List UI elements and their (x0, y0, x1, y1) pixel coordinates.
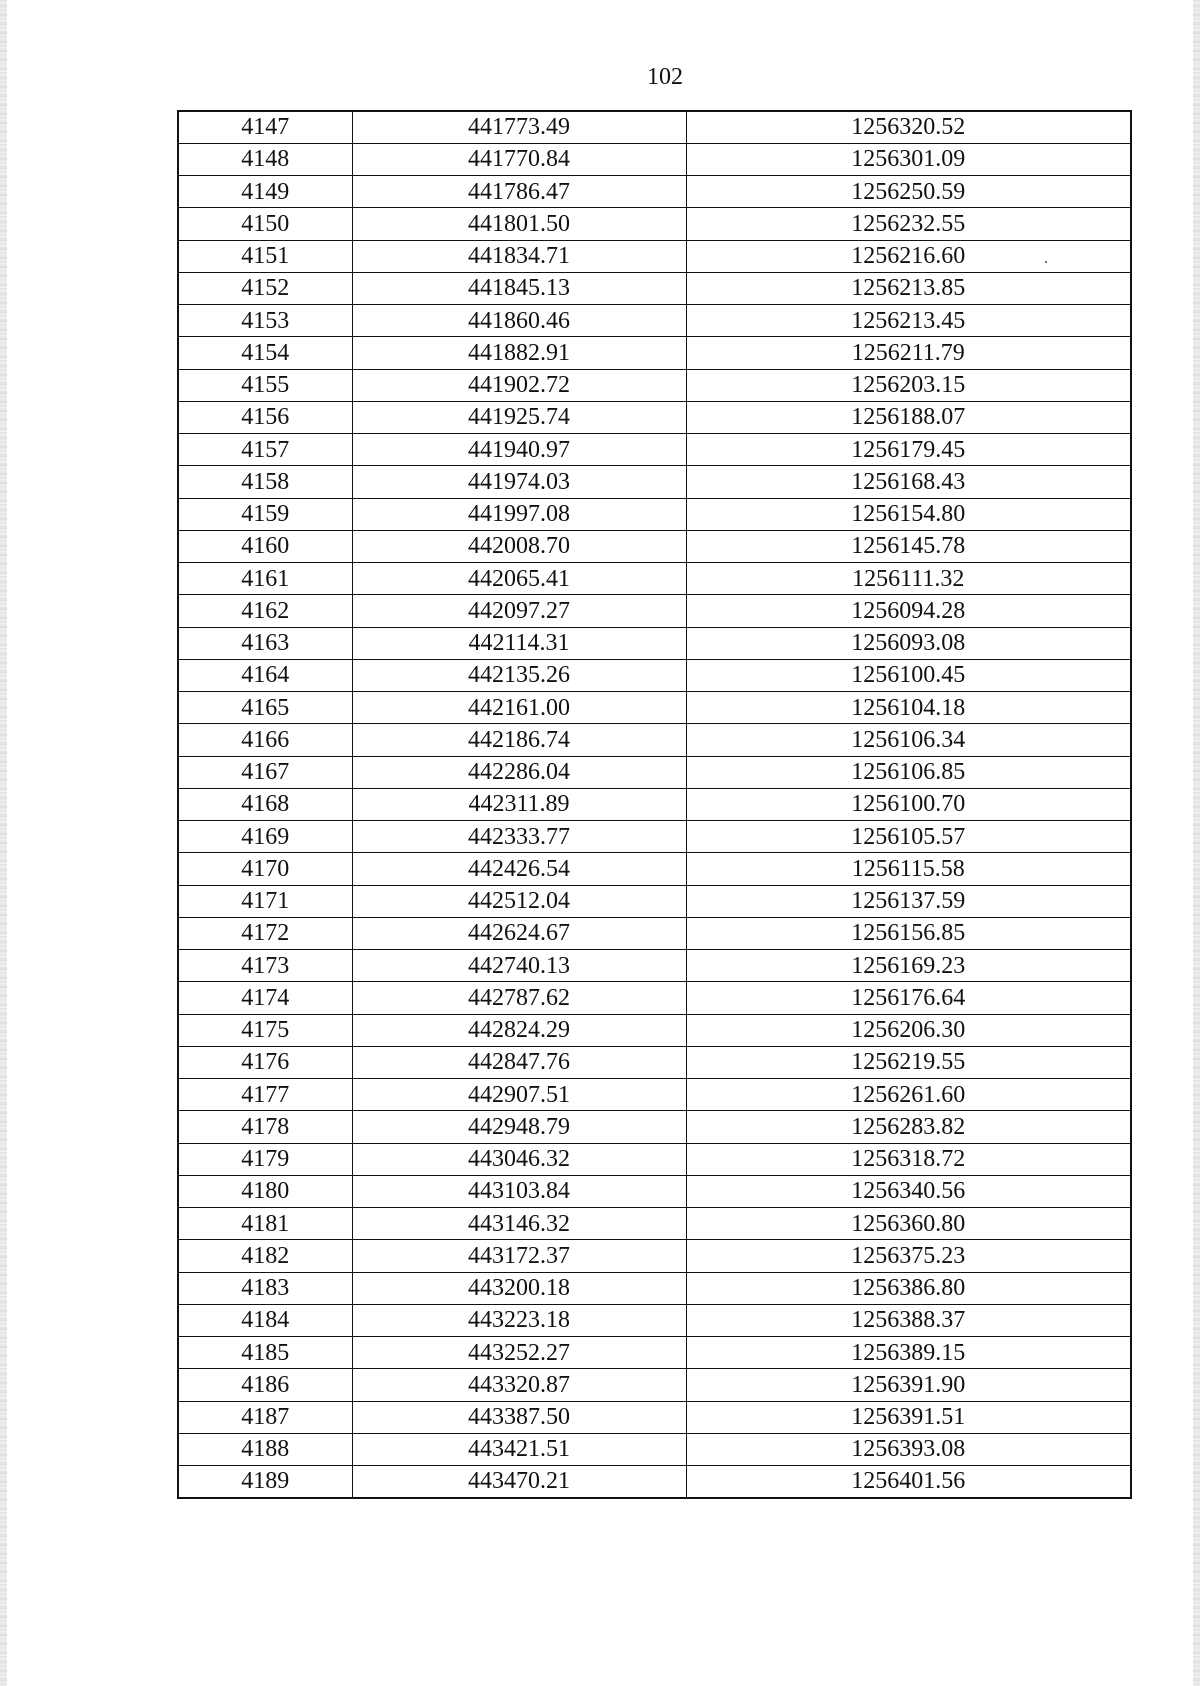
table-row (178, 1208, 1131, 1240)
scan-speck (1045, 261, 1047, 263)
x-coordinate-cell: 443172.37 (352, 1240, 686, 1272)
x-coordinate-cell: 441940.97 (352, 434, 686, 466)
point-number-cell: 4147 (178, 111, 352, 143)
point-number-cell: 4176 (178, 1046, 352, 1078)
point-number-cell: 4180 (178, 1175, 352, 1207)
x-coordinate-cell: 442847.76 (352, 1046, 686, 1078)
table-row (178, 1304, 1131, 1336)
table-row (178, 1079, 1131, 1111)
table-row (178, 1111, 1131, 1143)
x-coordinate-cell: 442114.31 (352, 627, 686, 659)
x-coordinate-cell: 441801.50 (352, 208, 686, 240)
point-number-cell: 4161 (178, 563, 352, 595)
table-row (178, 692, 1131, 724)
x-coordinate-cell: 442907.51 (352, 1079, 686, 1111)
table-row (178, 434, 1131, 466)
page-number: 102 (647, 64, 683, 90)
point-number-cell: 4178 (178, 1111, 352, 1143)
y-coordinate-cell: 1256250.59 (686, 176, 1131, 208)
y-coordinate-cell: 1256105.57 (686, 821, 1131, 853)
x-coordinate-cell: 442065.41 (352, 563, 686, 595)
x-coordinate-cell: 443252.27 (352, 1337, 686, 1369)
x-coordinate-cell: 441997.08 (352, 498, 686, 530)
x-coordinate-cell: 441882.91 (352, 337, 686, 369)
point-number-cell: 4151 (178, 240, 352, 272)
table-row (178, 788, 1131, 820)
point-number-cell: 4173 (178, 950, 352, 982)
y-coordinate-cell: 1256154.80 (686, 498, 1131, 530)
x-coordinate-cell: 442186.74 (352, 724, 686, 756)
y-coordinate-cell: 1256156.85 (686, 917, 1131, 949)
table-row (178, 1240, 1131, 1272)
y-coordinate-cell: 1256179.45 (686, 434, 1131, 466)
y-coordinate-cell: 1256137.59 (686, 885, 1131, 917)
table-row (178, 627, 1131, 659)
point-number-cell: 4181 (178, 1208, 352, 1240)
x-coordinate-cell: 442097.27 (352, 595, 686, 627)
y-coordinate-cell: 1256216.60 (686, 240, 1131, 272)
y-coordinate-cell: 1256106.85 (686, 756, 1131, 788)
x-coordinate-cell: 442286.04 (352, 756, 686, 788)
point-number-cell: 4150 (178, 208, 352, 240)
table-row (178, 111, 1131, 143)
x-coordinate-cell: 442787.62 (352, 982, 686, 1014)
y-coordinate-cell: 1256261.60 (686, 1079, 1131, 1111)
y-coordinate-cell: 1256176.64 (686, 982, 1131, 1014)
y-coordinate-cell: 1256318.72 (686, 1143, 1131, 1175)
y-coordinate-cell: 1256106.34 (686, 724, 1131, 756)
x-coordinate-cell: 443223.18 (352, 1304, 686, 1336)
point-number-cell: 4160 (178, 530, 352, 562)
x-coordinate-cell: 441902.72 (352, 369, 686, 401)
y-coordinate-cell: 1256168.43 (686, 466, 1131, 498)
point-number-cell: 4186 (178, 1369, 352, 1401)
y-coordinate-cell: 1256391.51 (686, 1401, 1131, 1433)
table-row (178, 240, 1131, 272)
point-number-cell: 4165 (178, 692, 352, 724)
x-coordinate-cell: 442161.00 (352, 692, 686, 724)
point-number-cell: 4177 (178, 1079, 352, 1111)
table-row (178, 498, 1131, 530)
x-coordinate-cell: 441834.71 (352, 240, 686, 272)
x-coordinate-cell: 442135.26 (352, 659, 686, 691)
point-number-cell: 4182 (178, 1240, 352, 1272)
point-number-cell: 4154 (178, 337, 352, 369)
x-coordinate-cell: 442624.67 (352, 917, 686, 949)
x-coordinate-cell: 442740.13 (352, 950, 686, 982)
table-row (178, 1014, 1131, 1046)
table-row (178, 208, 1131, 240)
y-coordinate-cell: 1256391.90 (686, 1369, 1131, 1401)
x-coordinate-cell: 443200.18 (352, 1272, 686, 1304)
x-coordinate-cell: 443470.21 (352, 1466, 686, 1498)
x-coordinate-cell: 442824.29 (352, 1014, 686, 1046)
y-coordinate-cell: 1256301.09 (686, 143, 1131, 175)
table-row (178, 950, 1131, 982)
y-coordinate-cell: 1256104.18 (686, 692, 1131, 724)
table-row (178, 885, 1131, 917)
point-number-cell: 4159 (178, 498, 352, 530)
table-row (178, 1369, 1131, 1401)
y-coordinate-cell: 1256360.80 (686, 1208, 1131, 1240)
point-number-cell: 4188 (178, 1433, 352, 1465)
x-coordinate-cell: 442333.77 (352, 821, 686, 853)
point-number-cell: 4185 (178, 1337, 352, 1369)
table-row (178, 530, 1131, 562)
y-coordinate-cell: 1256388.37 (686, 1304, 1131, 1336)
y-coordinate-cell: 1256115.58 (686, 853, 1131, 885)
table-row (178, 272, 1131, 304)
x-coordinate-cell: 443421.51 (352, 1433, 686, 1465)
y-coordinate-cell: 1256203.15 (686, 369, 1131, 401)
point-number-cell: 4189 (178, 1466, 352, 1498)
y-coordinate-cell: 1256213.45 (686, 305, 1131, 337)
point-number-cell: 4168 (178, 788, 352, 820)
point-number-cell: 4155 (178, 369, 352, 401)
table-row (178, 1466, 1131, 1498)
point-number-cell: 4183 (178, 1272, 352, 1304)
table-row (178, 724, 1131, 756)
table-row (178, 369, 1131, 401)
point-number-cell: 4152 (178, 272, 352, 304)
point-number-cell: 4162 (178, 595, 352, 627)
table-row (178, 337, 1131, 369)
point-number-cell: 4184 (178, 1304, 352, 1336)
y-coordinate-cell: 1256188.07 (686, 401, 1131, 433)
x-coordinate-cell: 441845.13 (352, 272, 686, 304)
x-coordinate-cell: 441860.46 (352, 305, 686, 337)
x-coordinate-cell: 443046.32 (352, 1143, 686, 1175)
point-number-cell: 4179 (178, 1143, 352, 1175)
x-coordinate-cell: 442311.89 (352, 788, 686, 820)
point-number-cell: 4174 (178, 982, 352, 1014)
point-number-cell: 4172 (178, 917, 352, 949)
x-coordinate-cell: 441786.47 (352, 176, 686, 208)
table-row (178, 1143, 1131, 1175)
table-row (178, 1433, 1131, 1465)
point-number-cell: 4166 (178, 724, 352, 756)
point-number-cell: 4158 (178, 466, 352, 498)
point-number-cell: 4163 (178, 627, 352, 659)
point-number-cell: 4171 (178, 885, 352, 917)
table-row (178, 917, 1131, 949)
table-row (178, 595, 1131, 627)
y-coordinate-cell: 1256219.55 (686, 1046, 1131, 1078)
y-coordinate-cell: 1256111.32 (686, 563, 1131, 595)
point-number-cell: 4187 (178, 1401, 352, 1433)
y-coordinate-cell: 1256093.08 (686, 627, 1131, 659)
table-row (178, 466, 1131, 498)
x-coordinate-cell: 443103.84 (352, 1175, 686, 1207)
y-coordinate-cell: 1256094.28 (686, 595, 1131, 627)
y-coordinate-cell: 1256340.56 (686, 1175, 1131, 1207)
table-row (178, 1175, 1131, 1207)
scan-edge-left (0, 0, 7, 1686)
y-coordinate-cell: 1256169.23 (686, 950, 1131, 982)
table-row (178, 305, 1131, 337)
x-coordinate-cell: 441773.49 (352, 111, 686, 143)
table-row (178, 1337, 1131, 1369)
y-coordinate-cell: 1256100.70 (686, 788, 1131, 820)
y-coordinate-cell: 1256393.08 (686, 1433, 1131, 1465)
x-coordinate-cell: 442512.04 (352, 885, 686, 917)
point-number-cell: 4164 (178, 659, 352, 691)
point-number-cell: 4157 (178, 434, 352, 466)
table-row (178, 853, 1131, 885)
table-row (178, 1046, 1131, 1078)
y-coordinate-cell: 1256375.23 (686, 1240, 1131, 1272)
table-row (178, 1401, 1131, 1433)
point-number-cell: 4153 (178, 305, 352, 337)
x-coordinate-cell: 443146.32 (352, 1208, 686, 1240)
point-number-cell: 4156 (178, 401, 352, 433)
point-number-cell: 4170 (178, 853, 352, 885)
y-coordinate-cell: 1256389.15 (686, 1337, 1131, 1369)
point-number-cell: 4167 (178, 756, 352, 788)
y-coordinate-cell: 1256401.56 (686, 1466, 1131, 1498)
table-row (178, 176, 1131, 208)
y-coordinate-cell: 1256211.79 (686, 337, 1131, 369)
x-coordinate-cell: 442426.54 (352, 853, 686, 885)
table-row (178, 756, 1131, 788)
y-coordinate-cell: 1256283.82 (686, 1111, 1131, 1143)
table-row (178, 563, 1131, 595)
table-row (178, 401, 1131, 433)
x-coordinate-cell: 441974.03 (352, 466, 686, 498)
point-number-cell: 4175 (178, 1014, 352, 1046)
y-coordinate-cell: 1256100.45 (686, 659, 1131, 691)
y-coordinate-cell: 1256386.80 (686, 1272, 1131, 1304)
y-coordinate-cell: 1256206.30 (686, 1014, 1131, 1046)
x-coordinate-cell: 441925.74 (352, 401, 686, 433)
coordinate-table-body (178, 111, 1131, 1498)
x-coordinate-cell: 443320.87 (352, 1369, 686, 1401)
table-row (178, 1272, 1131, 1304)
y-coordinate-cell: 1256213.85 (686, 272, 1131, 304)
table-row (178, 821, 1131, 853)
x-coordinate-cell: 441770.84 (352, 143, 686, 175)
point-number-cell: 4149 (178, 176, 352, 208)
point-number-cell: 4148 (178, 143, 352, 175)
y-coordinate-cell: 1256145.78 (686, 530, 1131, 562)
point-number-cell: 4169 (178, 821, 352, 853)
scan-edge-right (1193, 0, 1200, 1686)
y-coordinate-cell: 1256232.55 (686, 208, 1131, 240)
table-row (178, 659, 1131, 691)
x-coordinate-cell: 442008.70 (352, 530, 686, 562)
coordinate-table (177, 110, 1132, 1499)
table-row (178, 982, 1131, 1014)
table-row (178, 143, 1131, 175)
x-coordinate-cell: 442948.79 (352, 1111, 686, 1143)
x-coordinate-cell: 443387.50 (352, 1401, 686, 1433)
y-coordinate-cell: 1256320.52 (686, 111, 1131, 143)
